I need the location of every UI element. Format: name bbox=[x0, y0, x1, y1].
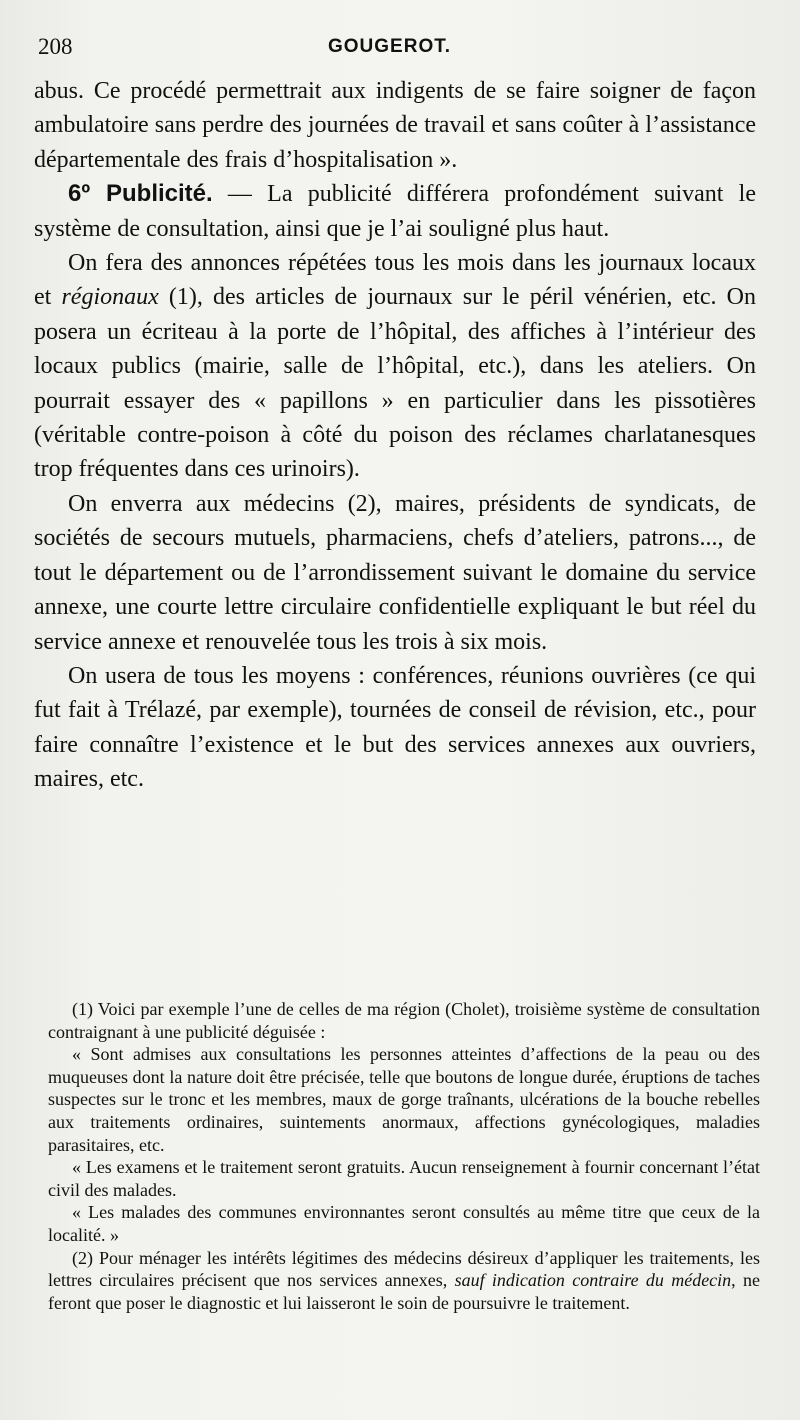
running-title: GOUGEROT. bbox=[328, 36, 452, 57]
paragraph-publicite-text: — La publicité différera profondément suivant le système de consultation, ainsi que je l’ai souligné plus haut. bbox=[34, 181, 756, 242]
paragraph-continuation: abus. Ce procédé permettrait aux indigents de se faire soigner de façon ambulatoire sans perdre des journées de travail et sans coûter à l’assistance départementale des frais d’hospitalisation ». bbox=[34, 78, 756, 173]
section-heading-publicite: 6º Publicité. bbox=[68, 180, 213, 208]
main-text bbox=[34, 74, 756, 797]
footnote-2 bbox=[48, 1247, 760, 1315]
footnote-1-quote-3: « Les malades des communes environnantes seront consultés au même titre que ceux de la localité. » bbox=[48, 1202, 760, 1245]
paragraph-annonces bbox=[34, 246, 756, 487]
paragraph-annonces-a: On fera des annonces répétées tous les mois dans les journaux locaux et bbox=[34, 250, 756, 311]
paragraph-moyens: On usera de tous les moyens : conférences, réunions ouvrières (ce qui fut fait à Trélazé, par exemple), tournées de conseil de révision, etc., pour faire connaître l’existence et le but des services annexes aux ouvriers, maires, etc. bbox=[34, 662, 756, 793]
paragraph-circulaire: On enverra aux médecins (2), maires, présidents de syndicats, de sociétés de secours mutuels, pharmaciens, chefs d’ateliers, patrons..., de tout le département ou de l’arrondissement suivant le domaine du service annexe, une courte lettre circulaire confidentielle expliquant le but réel du service annexe et renouvelée tous les trois à six mois. bbox=[34, 490, 756, 655]
footnote-1-intro: (1) Voici par exemple l’une de celles de ma région (Cholet), troisième système de consultation contraignant à une publicité déguisée : bbox=[48, 999, 760, 1042]
paragraph-annonces-italic: régionaux bbox=[61, 284, 159, 311]
page-number: 208 bbox=[38, 34, 73, 59]
footnote-1-quote-1: « Sont admises aux consultations les personnes atteintes d’affections de la peau ou des muqueuses dont la nature doit être précisée, telle que boutons de longue durée, éruptions de taches suspectes sur le tronc et les membres, maux de gorge traînants, ulcérations de la bouche rebelles aux traitements ordinaires, suintements anormaux, affections gynécologiques, maladies parasitaires, etc. bbox=[48, 1044, 760, 1155]
paragraph-annonces-b: (1), des articles de journaux sur le péril vénérien, etc. On posera un écriteau à la porte de l’hôpital, des affiches à l’intérieur des locaux publics (mairie, salle de l’hôpital, etc.), dans les ateliers. On pourrait essayer des « papillons » en particulier dans les pissotières (véritable contre-poison à côté du poison des réclames charlatanesques trop fréquentes dans ces urinoirs). bbox=[34, 284, 756, 483]
footnote-1-quote-2: « Les examens et le traitement seront gratuits. Aucun renseignement à fournir concernant l’état civil des malades. bbox=[48, 1157, 760, 1200]
paragraph-publicite bbox=[34, 177, 756, 246]
running-head bbox=[38, 34, 768, 64]
footnotes bbox=[48, 998, 760, 1314]
footnote-2-italic: sauf indication contraire du médecin bbox=[454, 1270, 732, 1291]
footnote-2-b: , ne feront que poser le diagnostic et lui laisseront le soin de poursuivre le traitement. bbox=[48, 1270, 760, 1313]
footnote-2-a: (2) Pour ménager les intérêts légitimes des médecins désireux d’appliquer les traitements, les lettres circulaires précisent que nos services annexes, bbox=[48, 1247, 760, 1291]
